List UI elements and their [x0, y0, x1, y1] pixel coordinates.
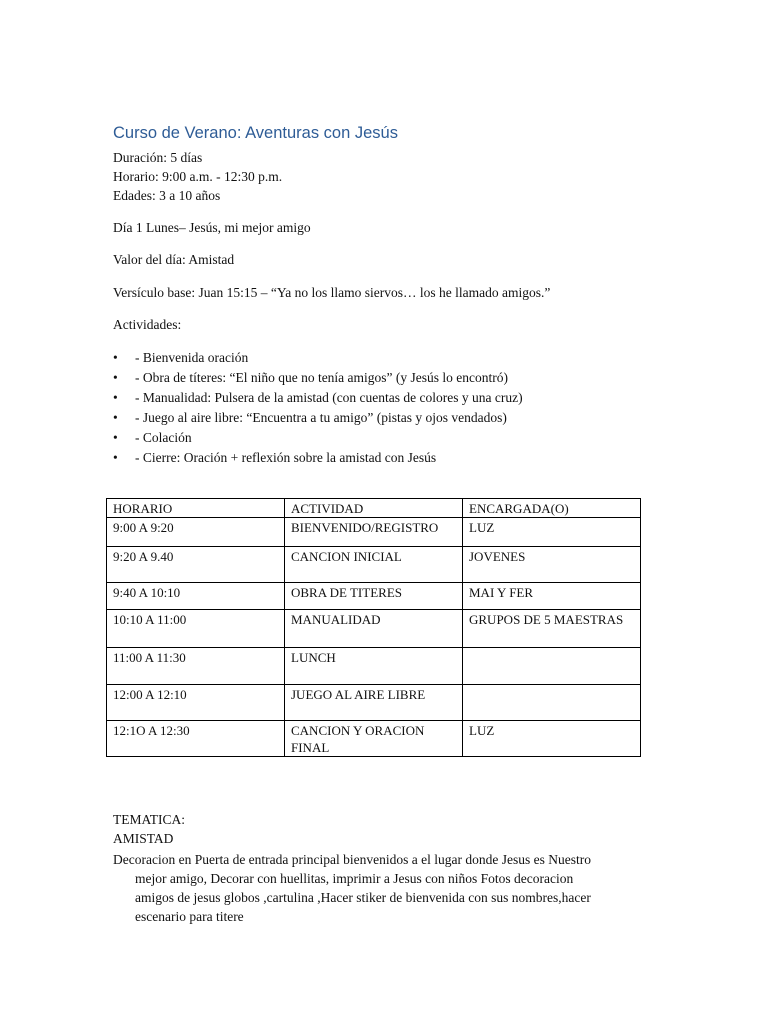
table-row	[107, 583, 641, 610]
table-row	[107, 721, 641, 757]
bullet-icon: •	[113, 410, 118, 425]
document-page: Curso de Verano: Aventuras con Jesús Duración: 5 días Horario: 9:00 a.m. - 12:30 p.m. Edades: 3 a 10 años Día 1 Lunes– Jesús, mi mejor amigo Valor del día: Amistad Versículo base: Juan 15:15 – “Ya no los llamo siervos… los he llamado amigos.” Actividades: • - Bienvenida oración • - Obra de títeres: “El niño que no tenía amigos” (y Jesús lo encontró) • - Manualidad: Pulsera de la amistad (con cuentas de colores y una cruz) • - Juego al aire libre: “Encuentra a tu amigo” (pistas y ojos vendados) • - Colación • - Cierre: Oración + reflexión sobre la amistad con Jesús HORARIO ACTIVIDAD ENCARGADA(O) 9:00 A 9:20 BIENVENIDO/REGISTRO LUZ 9:20 A 9.40 CANCION INICIAL JOVENES 9:40 A 10:10 OBRA DE TITERES MAI Y FER 10:10 A 11:00 MANUALIDAD GRUPOS DE 5 MAESTRAS 11:00 A 11:30 LUNCH 12:00 A 12:10 JUEGO AL AIRE LIBRE 12:1O A 12:30 CANCION Y ORACION FINAL LUZ TEMATICA: AMISTAD Decoracion en Puerta de entrada principal bienvenidos a el lugar donde Jesus es Nuestro mejor amigo, Decorar con huellitas, imprimir a Jesus con niños Fotos decoracion amigos de jesus globos ,cartulina ,Hacer stiker de bienvenida con sus nombres,hacer escenario para titere	[0, 0, 768, 1024]
header-actividad: ACTIVIDAD	[285, 499, 463, 518]
decoration-line: Decoracion en Puerta de entrada principal bienvenidos a el lugar donde Jesus es Nuestro	[113, 852, 591, 867]
cell-encargada: LUZ	[463, 518, 641, 547]
cell-encargada	[463, 648, 641, 685]
table-row	[107, 685, 641, 721]
cell-actividad: CANCION INICIAL	[285, 547, 463, 583]
base-verse: Versículo base: Juan 15:15 – “Ya no los llamo siervos… los he llamado amigos.”	[113, 285, 551, 300]
schedule-text: Horario: 9:00 a.m. - 12:30 p.m.	[113, 169, 283, 184]
cell-horario: 10:10 A 11:00	[107, 610, 285, 648]
decoration-paragraph	[113, 850, 643, 926]
decoration-line: mejor amigo, Decorar con huellitas, imprimir a Jesus con niños Fotos decoracion	[135, 871, 574, 886]
day-heading: Día 1 Lunes– Jesús, mi mejor amigo	[113, 220, 311, 235]
activities-label: Actividades:	[113, 317, 182, 332]
table-row	[107, 518, 641, 547]
table-header-row	[107, 499, 641, 518]
cell-encargada: GRUPOS DE 5 MAESTRAS	[463, 610, 641, 648]
header-encargada: ENCARGADA(O)	[463, 499, 641, 518]
bullet-icon: •	[113, 450, 118, 465]
table-row	[107, 547, 641, 583]
bullet-icon: •	[113, 390, 118, 405]
cell-actividad: LUNCH	[285, 648, 463, 685]
cell-encargada: JOVENES	[463, 547, 641, 583]
bullet-icon: •	[113, 430, 118, 445]
cell-horario: 9:00 A 9:20	[107, 518, 285, 547]
value-of-day: Valor del día: Amistad	[113, 252, 235, 267]
cell-encargada	[463, 685, 641, 721]
header-horario: HORARIO	[107, 499, 285, 518]
decoration-line: escenario para titere	[135, 909, 244, 924]
cell-actividad: MANUALIDAD	[285, 610, 463, 648]
table-row	[107, 648, 641, 685]
cell-actividad: BIENVENIDO/REGISTRO	[285, 518, 463, 547]
decoration-line: amigos de jesus globos ,cartulina ,Hacer stiker de bienvenida con sus nombres,hacer	[135, 890, 591, 905]
cell-encargada: MAI Y FER	[463, 583, 641, 610]
cell-encargada: LUZ	[463, 721, 641, 757]
bullet-icon: •	[113, 370, 118, 385]
cell-actividad: OBRA DE TITERES	[285, 583, 463, 610]
ages-text: Edades: 3 a 10 años	[113, 188, 221, 203]
table-row	[107, 610, 641, 648]
schedule-table	[106, 498, 641, 757]
cell-actividad: JUEGO AL AIRE LIBRE	[285, 685, 463, 721]
cell-horario: 9:40 A 10:10	[107, 583, 285, 610]
cell-actividad: CANCION Y ORACION FINAL	[285, 721, 463, 757]
cell-horario: 12:00 A 12:10	[107, 685, 285, 721]
cell-horario: 9:20 A 9.40	[107, 547, 285, 583]
duration-text: Duración: 5 días	[113, 150, 203, 165]
document-title: Curso de Verano: Aventuras con Jesús	[113, 124, 398, 142]
theme-label: TEMATICA:	[113, 812, 185, 827]
bullet-icon: •	[113, 350, 118, 365]
theme-value: AMISTAD	[113, 831, 174, 846]
cell-horario: 11:00 A 11:30	[107, 648, 285, 685]
cell-horario: 12:1O A 12:30	[107, 721, 285, 757]
